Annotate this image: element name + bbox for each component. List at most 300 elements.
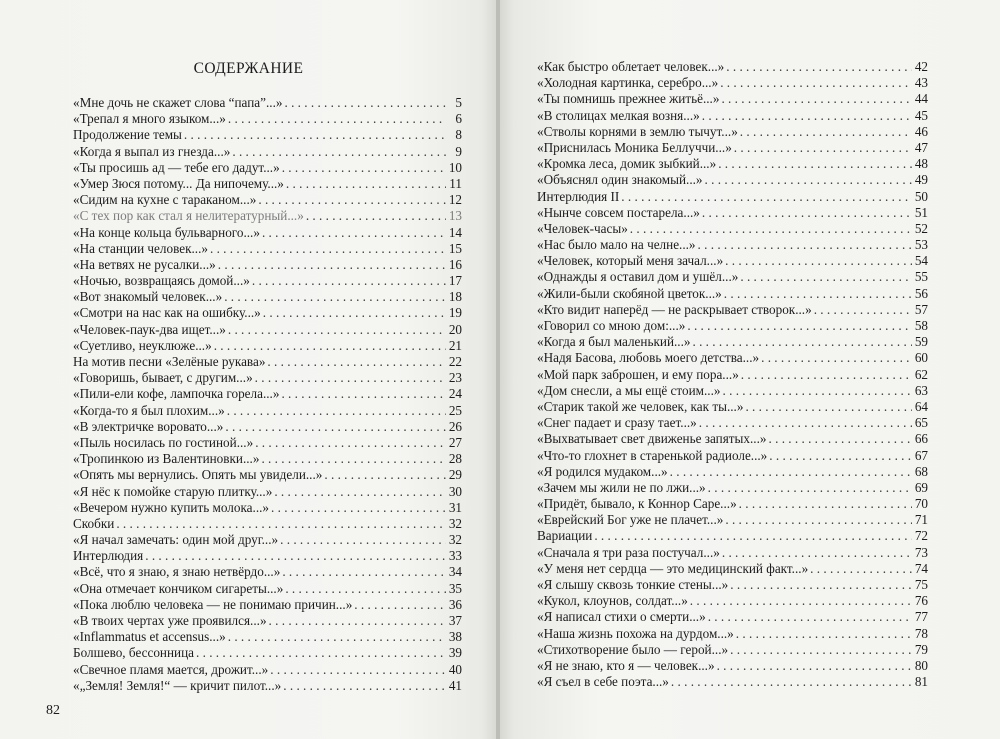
toc-entry-page: 18 (448, 289, 462, 305)
toc-entry (537, 415, 928, 431)
dot-leader (116, 516, 446, 532)
dot-leader (698, 237, 912, 253)
toc-entry (537, 140, 928, 156)
toc-entry-title: Болшево, бессонница (73, 645, 195, 661)
toc-entry (73, 678, 462, 694)
toc-entry-title: «Однажды я оставил дом и ушёл...» (537, 269, 739, 285)
dot-leader (214, 338, 446, 354)
dot-leader (724, 286, 912, 302)
toc-entry-title: «Стихотворение было — герой...» (537, 641, 729, 657)
toc-entry-title: «Трепал я много языком...» (73, 111, 226, 127)
toc-list-left (73, 95, 462, 694)
toc-entry-page: 49 (914, 172, 928, 188)
toc-entry-page: 56 (914, 285, 928, 301)
toc-entry (73, 160, 462, 176)
dot-leader (594, 528, 912, 544)
toc-entry-title: «На конце кольца бульварного...» (73, 224, 260, 240)
toc-entry-title: «Суетливо, неуклюже...» (73, 337, 212, 353)
toc-entry (73, 208, 462, 224)
dot-leader (670, 464, 912, 480)
toc-entry (73, 662, 462, 678)
toc-entry (73, 127, 462, 143)
toc-entry-title: «Объяснял один знакомый...» (537, 172, 703, 188)
toc-entry-page: 76 (914, 593, 928, 609)
toc-entry (73, 322, 462, 338)
toc-entry (537, 318, 928, 334)
toc-entry (73, 192, 462, 208)
dot-leader (184, 127, 446, 143)
toc-entry-page: 81 (914, 674, 928, 690)
toc-entry-page: 69 (914, 479, 928, 495)
toc-entry-title: «На ветвях не русалки...» (73, 256, 216, 272)
dot-leader (721, 91, 912, 107)
toc-entry (537, 626, 928, 642)
toc-entry-title: «В твоих чертах уже проявился...» (73, 613, 267, 628)
dot-leader (145, 548, 446, 564)
toc-entry-title: «Inflammatus et accensus...» (73, 629, 226, 645)
toc-entry-title: «Человек-паук-два ищет...» (73, 321, 226, 337)
toc-entry (73, 144, 462, 160)
dot-leader (726, 59, 912, 75)
toc-entry (537, 253, 928, 269)
toc-entry-title: «Вечером нужно купить молока...» (73, 499, 270, 515)
toc-entry-page: 30 (448, 483, 462, 499)
toc-entry-title: «Что-то глохнет в старенькой радиоле...» (537, 447, 768, 463)
toc-entry-title: «Я не знаю, кто я — человек...» (537, 657, 715, 673)
toc-entry (73, 467, 462, 483)
toc-entry (537, 545, 928, 561)
toc-entry-page: 20 (448, 321, 462, 337)
toc-entry-page: 53 (914, 237, 928, 253)
toc-entry-page: 80 (914, 657, 928, 673)
toc-entry-title: «Говорил со мною дом:...» (537, 318, 686, 333)
toc-entry-page: 72 (914, 528, 928, 544)
toc-entry-page: 39 (448, 645, 462, 661)
dot-leader (270, 662, 446, 678)
toc-entry-page: 35 (448, 580, 462, 596)
toc-entry-title: «Я съел в себе поэта...» (537, 674, 669, 690)
dot-leader (227, 403, 446, 419)
dot-leader (671, 674, 912, 690)
toc-entry-title: «Человек, который меня зачал...» (537, 253, 724, 269)
dot-leader (687, 318, 912, 334)
toc-entry (537, 156, 928, 172)
dot-leader (282, 160, 446, 176)
toc-entry (537, 302, 928, 318)
toc-entry-title: «Я нёс к помойке старую плитку...» (73, 483, 273, 499)
toc-entry-title: «На станции человек...» (73, 240, 208, 256)
dot-leader (740, 269, 912, 285)
toc-entry-page: 70 (914, 496, 928, 512)
toc-entry-title: Продолжение темы (73, 127, 182, 143)
toc-entry-title: «Пока люблю человека — не понимаю причин...» (73, 596, 353, 612)
toc-entry-page: 57 (914, 301, 928, 317)
toc-entry (73, 613, 462, 629)
toc-entry-title: «Еврейский Бог уже не плачет...» (537, 512, 724, 528)
book-gutter (496, 0, 500, 739)
toc-entry-page: 5 (455, 95, 462, 110)
toc-entry-page: 66 (914, 431, 928, 447)
toc-entry (73, 629, 462, 645)
toc-entry-title: «Сидим на кухне с тараканом...» (73, 192, 257, 208)
toc-entry-page: 63 (914, 382, 928, 398)
dot-leader (262, 225, 446, 241)
toc-entry (73, 386, 462, 402)
toc-entry-page: 14 (448, 224, 462, 240)
toc-entry-title: «Снег падает и сразу тает...» (537, 415, 697, 431)
toc-entry-page: 44 (914, 91, 928, 107)
toc-entry-title: «Дом снесли, а мы ещё стоим...» (537, 382, 721, 398)
toc-entry (537, 108, 928, 124)
dot-leader (228, 322, 446, 338)
toc-entry-page: 65 (914, 415, 928, 431)
toc-entry-page: 8 (455, 127, 462, 143)
dot-leader (621, 189, 912, 205)
toc-entry-page: 67 (914, 447, 928, 463)
toc-entry (73, 484, 462, 500)
toc-entry (73, 257, 462, 273)
toc-entry-page: 11 (449, 175, 462, 191)
dot-leader (769, 448, 912, 464)
toc-entry-title: «Сначала я три раза постучал...» (537, 544, 720, 560)
toc-entry-title: «Когда-то я был плохим...» (73, 402, 225, 418)
dot-leader (630, 221, 912, 237)
toc-entry-title: «Выхватывает свет движенье запятых...» (537, 431, 767, 447)
dot-leader (267, 354, 446, 370)
toc-entry-page: 75 (914, 577, 928, 592)
toc-entry-page: 50 (914, 188, 928, 204)
toc-entry-title: «Кто видит наперёд — не раскрывает створок...» (537, 301, 812, 317)
dot-leader (255, 370, 446, 386)
toc-entry (73, 111, 462, 127)
dot-leader (232, 144, 446, 160)
toc-entry (537, 367, 928, 383)
toc-entry-page: 19 (448, 305, 462, 321)
dot-leader (725, 512, 912, 528)
dot-leader (730, 577, 912, 593)
dot-leader (228, 111, 446, 127)
dot-leader (814, 302, 912, 318)
toc-entry-page: 79 (914, 641, 928, 657)
toc-entry (73, 176, 462, 192)
toc-entry (73, 645, 462, 661)
toc-entry (537, 399, 928, 415)
dot-leader (699, 415, 912, 431)
dot-leader (723, 383, 913, 399)
dot-leader (708, 480, 912, 496)
toc-entry (537, 205, 928, 221)
toc-entry (537, 593, 928, 609)
toc-entry (537, 674, 928, 690)
toc-entry-page: 46 (914, 123, 928, 139)
toc-entry-page: 24 (448, 386, 462, 402)
toc-entry (73, 305, 462, 321)
dot-leader (740, 124, 912, 140)
toc-entry-title: Интерлюдия II (537, 188, 620, 204)
dot-leader (280, 532, 446, 548)
toc-entry (73, 419, 462, 435)
toc-entry-title: «Мне дочь не скажет слова “папа”...» (73, 95, 283, 110)
toc-entry-title: «Опять мы вернулись. Опять мы увидели...» (73, 467, 323, 483)
toc-entry (537, 172, 928, 188)
toc-entry-page: 74 (914, 560, 928, 576)
toc-entry-title: Интерлюдия (73, 548, 144, 564)
dot-leader (734, 140, 912, 156)
toc-entry-title: «Старик такой же человек, как ты...» (537, 398, 744, 414)
toc-entry (537, 383, 928, 399)
toc-entry-title: «Как быстро облетает человек...» (537, 59, 725, 74)
toc-entry-title: «Я начал замечать: один мой друг...» (73, 532, 279, 548)
toc-entry-title: «Вот знакомый человек...» (73, 289, 223, 305)
toc-entry (537, 431, 928, 447)
toc-entry (73, 289, 462, 305)
toc-entry (537, 269, 928, 285)
dot-leader (225, 419, 446, 435)
toc-entry-page: 6 (455, 111, 462, 127)
toc-entry-title: «У меня нет сердца — это медицинский факт...» (537, 560, 809, 576)
toc-entry (537, 658, 928, 674)
toc-entry-title: «Зачем мы жили не по лжи...» (537, 479, 706, 495)
toc-entry (537, 496, 928, 512)
toc-entry (73, 95, 462, 111)
dot-leader (741, 367, 912, 383)
dot-leader (725, 253, 912, 269)
toc-entry-title: «Приснилась Моника Беллуччи...» (537, 139, 732, 155)
dot-leader (718, 156, 912, 172)
dot-leader (284, 95, 446, 111)
toc-entry-title: «Нас было мало на челне...» (537, 237, 696, 253)
toc-entry (537, 350, 928, 366)
toc-entry-page: 21 (448, 337, 462, 353)
toc-entry-page: 10 (448, 159, 462, 175)
toc-entry-page: 26 (448, 418, 462, 434)
toc-entry-page: 33 (448, 548, 462, 564)
toc-entry-page: 36 (448, 596, 462, 612)
toc-entry (73, 500, 462, 516)
dot-leader (354, 597, 446, 613)
toc-entry-title: «Умер Зюся потому... Да нипочему...» (73, 175, 284, 191)
dot-leader (736, 626, 912, 642)
toc-entry-page: 15 (448, 240, 462, 256)
toc-entry-page: 52 (914, 220, 928, 236)
dot-leader (324, 467, 446, 483)
toc-entry (537, 561, 928, 577)
toc-entry-page: 17 (448, 273, 462, 289)
toc-entry (73, 403, 462, 419)
toc-entry-title: «Мой парк заброшен, и ему пора...» (537, 366, 739, 382)
toc-entry (537, 480, 928, 496)
toc-entry-page: 40 (448, 661, 462, 677)
toc-entry-title: «Всё, что я знаю, я знаю нетвёрдо...» (73, 564, 281, 580)
dot-leader (196, 645, 446, 661)
dot-leader (717, 658, 912, 674)
toc-entry-page: 27 (448, 434, 462, 450)
page-number: 82 (46, 703, 60, 718)
toc-entry-title: «С тех пор как стал я нелитературный...» (73, 208, 304, 224)
toc-entry (73, 273, 462, 289)
toc-entry-page: 32 (448, 532, 462, 548)
toc-entry (537, 464, 928, 480)
toc-entry (537, 91, 928, 107)
toc-entry (73, 435, 462, 451)
toc-entry-page: 55 (914, 269, 928, 285)
dot-leader (261, 451, 446, 467)
toc-entry-page: 51 (914, 204, 928, 220)
toc-entry-page: 78 (914, 625, 928, 641)
dot-leader (255, 435, 446, 451)
toc-entry (73, 516, 462, 532)
toc-entry-page: 12 (448, 192, 462, 208)
toc-entry (537, 448, 928, 464)
toc-entry-title: «Холодная картинка, серебро...» (537, 75, 719, 91)
toc-entry (537, 75, 928, 91)
toc-entry-page: 34 (448, 564, 462, 580)
dot-leader (274, 484, 446, 500)
toc-entry-page: 28 (448, 451, 462, 467)
dot-leader (708, 609, 912, 625)
toc-entry (537, 221, 928, 237)
toc-entry-page: 54 (914, 253, 928, 269)
toc-entry-title: Вариации (537, 528, 593, 544)
toc-entry-page: 73 (914, 544, 928, 560)
dot-leader (258, 192, 446, 208)
dot-leader (224, 289, 446, 305)
toc-entry-page: 59 (914, 334, 928, 350)
toc-entry-title: «Наша жизнь похожа на дурдом...» (537, 625, 734, 641)
toc-entry-title: «Кукол, клоунов, солдат...» (537, 593, 688, 609)
toc-entry (73, 370, 462, 386)
toc-entry-page: 37 (448, 613, 462, 628)
dot-leader (702, 205, 912, 221)
toc-entry-page: 22 (448, 354, 462, 369)
toc-entry-title: «Надя Басова, любовь моего детства...» (537, 350, 760, 366)
dot-leader (281, 386, 446, 402)
dot-leader (306, 208, 446, 224)
dot-leader (283, 678, 446, 694)
toc-entry-page: 41 (448, 677, 462, 693)
toc-entry-page: 47 (914, 139, 928, 155)
toc-entry (537, 642, 928, 658)
dot-leader (730, 642, 912, 658)
toc-entry (537, 528, 928, 544)
toc-entry-page: 64 (914, 398, 928, 414)
toc-entry (73, 225, 462, 241)
toc-entry-title: «Я слышу сквозь тонкие стены...» (537, 577, 729, 592)
toc-entry-title: «Человек-часы» (537, 220, 628, 236)
toc-entry-page: 42 (914, 59, 928, 74)
dot-leader (720, 75, 912, 91)
toc-entry (537, 286, 928, 302)
toc-entry-page: 48 (914, 156, 928, 172)
toc-entry (537, 334, 928, 350)
dot-leader (722, 545, 912, 561)
dot-leader (739, 496, 912, 512)
toc-entry-title: «Говоришь, бывает, с другим...» (73, 370, 253, 386)
dot-leader (690, 593, 912, 609)
toc-entry-page: 71 (914, 512, 928, 528)
toc-entry-title: «Ночью, возвращаясь домой...» (73, 273, 250, 289)
dot-leader (702, 108, 912, 124)
toc-entry-title: «Стволы корнями в землю тычут...» (537, 123, 738, 139)
toc-entry-title: «Пили-ели кофе, лампочка горела...» (73, 386, 280, 402)
toc-entry (537, 512, 928, 528)
dot-leader (769, 431, 913, 447)
dot-leader (282, 564, 446, 580)
toc-entry-title: «Я написал стихи о смерти...» (537, 609, 706, 625)
toc-entry-title: «Тропинкою из Валентиновки...» (73, 451, 260, 467)
toc-entry (73, 532, 462, 548)
toc-entry-title: «Я родился мудаком...» (537, 463, 668, 479)
toc-entry-page: 23 (448, 370, 462, 386)
toc-entry (73, 548, 462, 564)
dot-leader (263, 305, 446, 321)
dot-leader (228, 629, 446, 645)
dot-leader (252, 273, 446, 289)
toc-entry-title: «Когда я был маленький...» (537, 334, 691, 350)
toc-entry-title: «Придёт, бывало, к Коннор Саре...» (537, 496, 737, 512)
dot-leader (210, 241, 446, 257)
toc-entry-page: 77 (914, 609, 928, 625)
toc-entry-page: 62 (914, 366, 928, 382)
dot-leader (269, 613, 446, 629)
toc-entry-page: 60 (914, 350, 928, 366)
toc-entry (537, 237, 928, 253)
toc-entry-title: «Ты помнишь прежнее житьё...» (537, 91, 720, 107)
toc-entry-page: 29 (448, 467, 462, 483)
toc-entry (537, 189, 928, 205)
dot-leader (745, 399, 912, 415)
dot-leader (285, 581, 446, 597)
dot-leader (218, 257, 446, 273)
toc-entry-title: «Пыль носилась по гостиной...» (73, 434, 254, 450)
toc-entry-title: «Жили-были скобяной цветок...» (537, 285, 722, 301)
toc-entry-page: 16 (448, 256, 462, 272)
toc-entry-title: «Кромка леса, домик зыбкий...» (537, 156, 717, 172)
toc-list-right (537, 59, 928, 690)
toc-entry-title: «Когда я выпал из гнезда...» (73, 143, 231, 159)
page-title: СОДЕРЖАНИЕ (193, 60, 304, 77)
toc-entry-title: «Нынче совсем постарела...» (537, 204, 700, 220)
toc-entry-title: «„Земля! Земля!“ — кричит пилот...» (73, 677, 282, 693)
toc-entry (73, 354, 462, 370)
toc-entry-page: 25 (448, 402, 462, 418)
toc-entry-title: «В столицах мелкая возня...» (537, 107, 700, 123)
toc-entry (73, 597, 462, 613)
toc-entry (537, 609, 928, 625)
toc-entry-page: 68 (914, 463, 928, 479)
toc-entry (73, 564, 462, 580)
toc-entry-page: 9 (455, 143, 462, 159)
toc-entry-title: «Свечное пламя мается, дрожит...» (73, 661, 269, 677)
toc-entry-page: 58 (914, 318, 928, 333)
toc-entry (73, 581, 462, 597)
toc-entry-title: «Она отмечает кончиком сигареты...» (73, 580, 284, 596)
toc-entry-page: 32 (448, 515, 462, 531)
toc-entry-title: «В электричке воровато...» (73, 418, 224, 434)
toc-entry-title: Скобки (73, 515, 115, 531)
dot-leader (692, 334, 912, 350)
toc-entry (73, 338, 462, 354)
dot-leader (705, 172, 912, 188)
toc-entry-title: На мотив песни «Зелёные рукава» (73, 354, 266, 369)
toc-entry-title: «Ты просишь ад — тебе его дадут...» (73, 159, 280, 175)
toc-entry (73, 241, 462, 257)
dot-leader (271, 500, 446, 516)
toc-entry-page: 38 (448, 629, 462, 645)
toc-entry (537, 59, 928, 75)
dot-leader (810, 561, 912, 577)
toc-entry-title: «Смотри на нас как на ошибку...» (73, 305, 261, 321)
